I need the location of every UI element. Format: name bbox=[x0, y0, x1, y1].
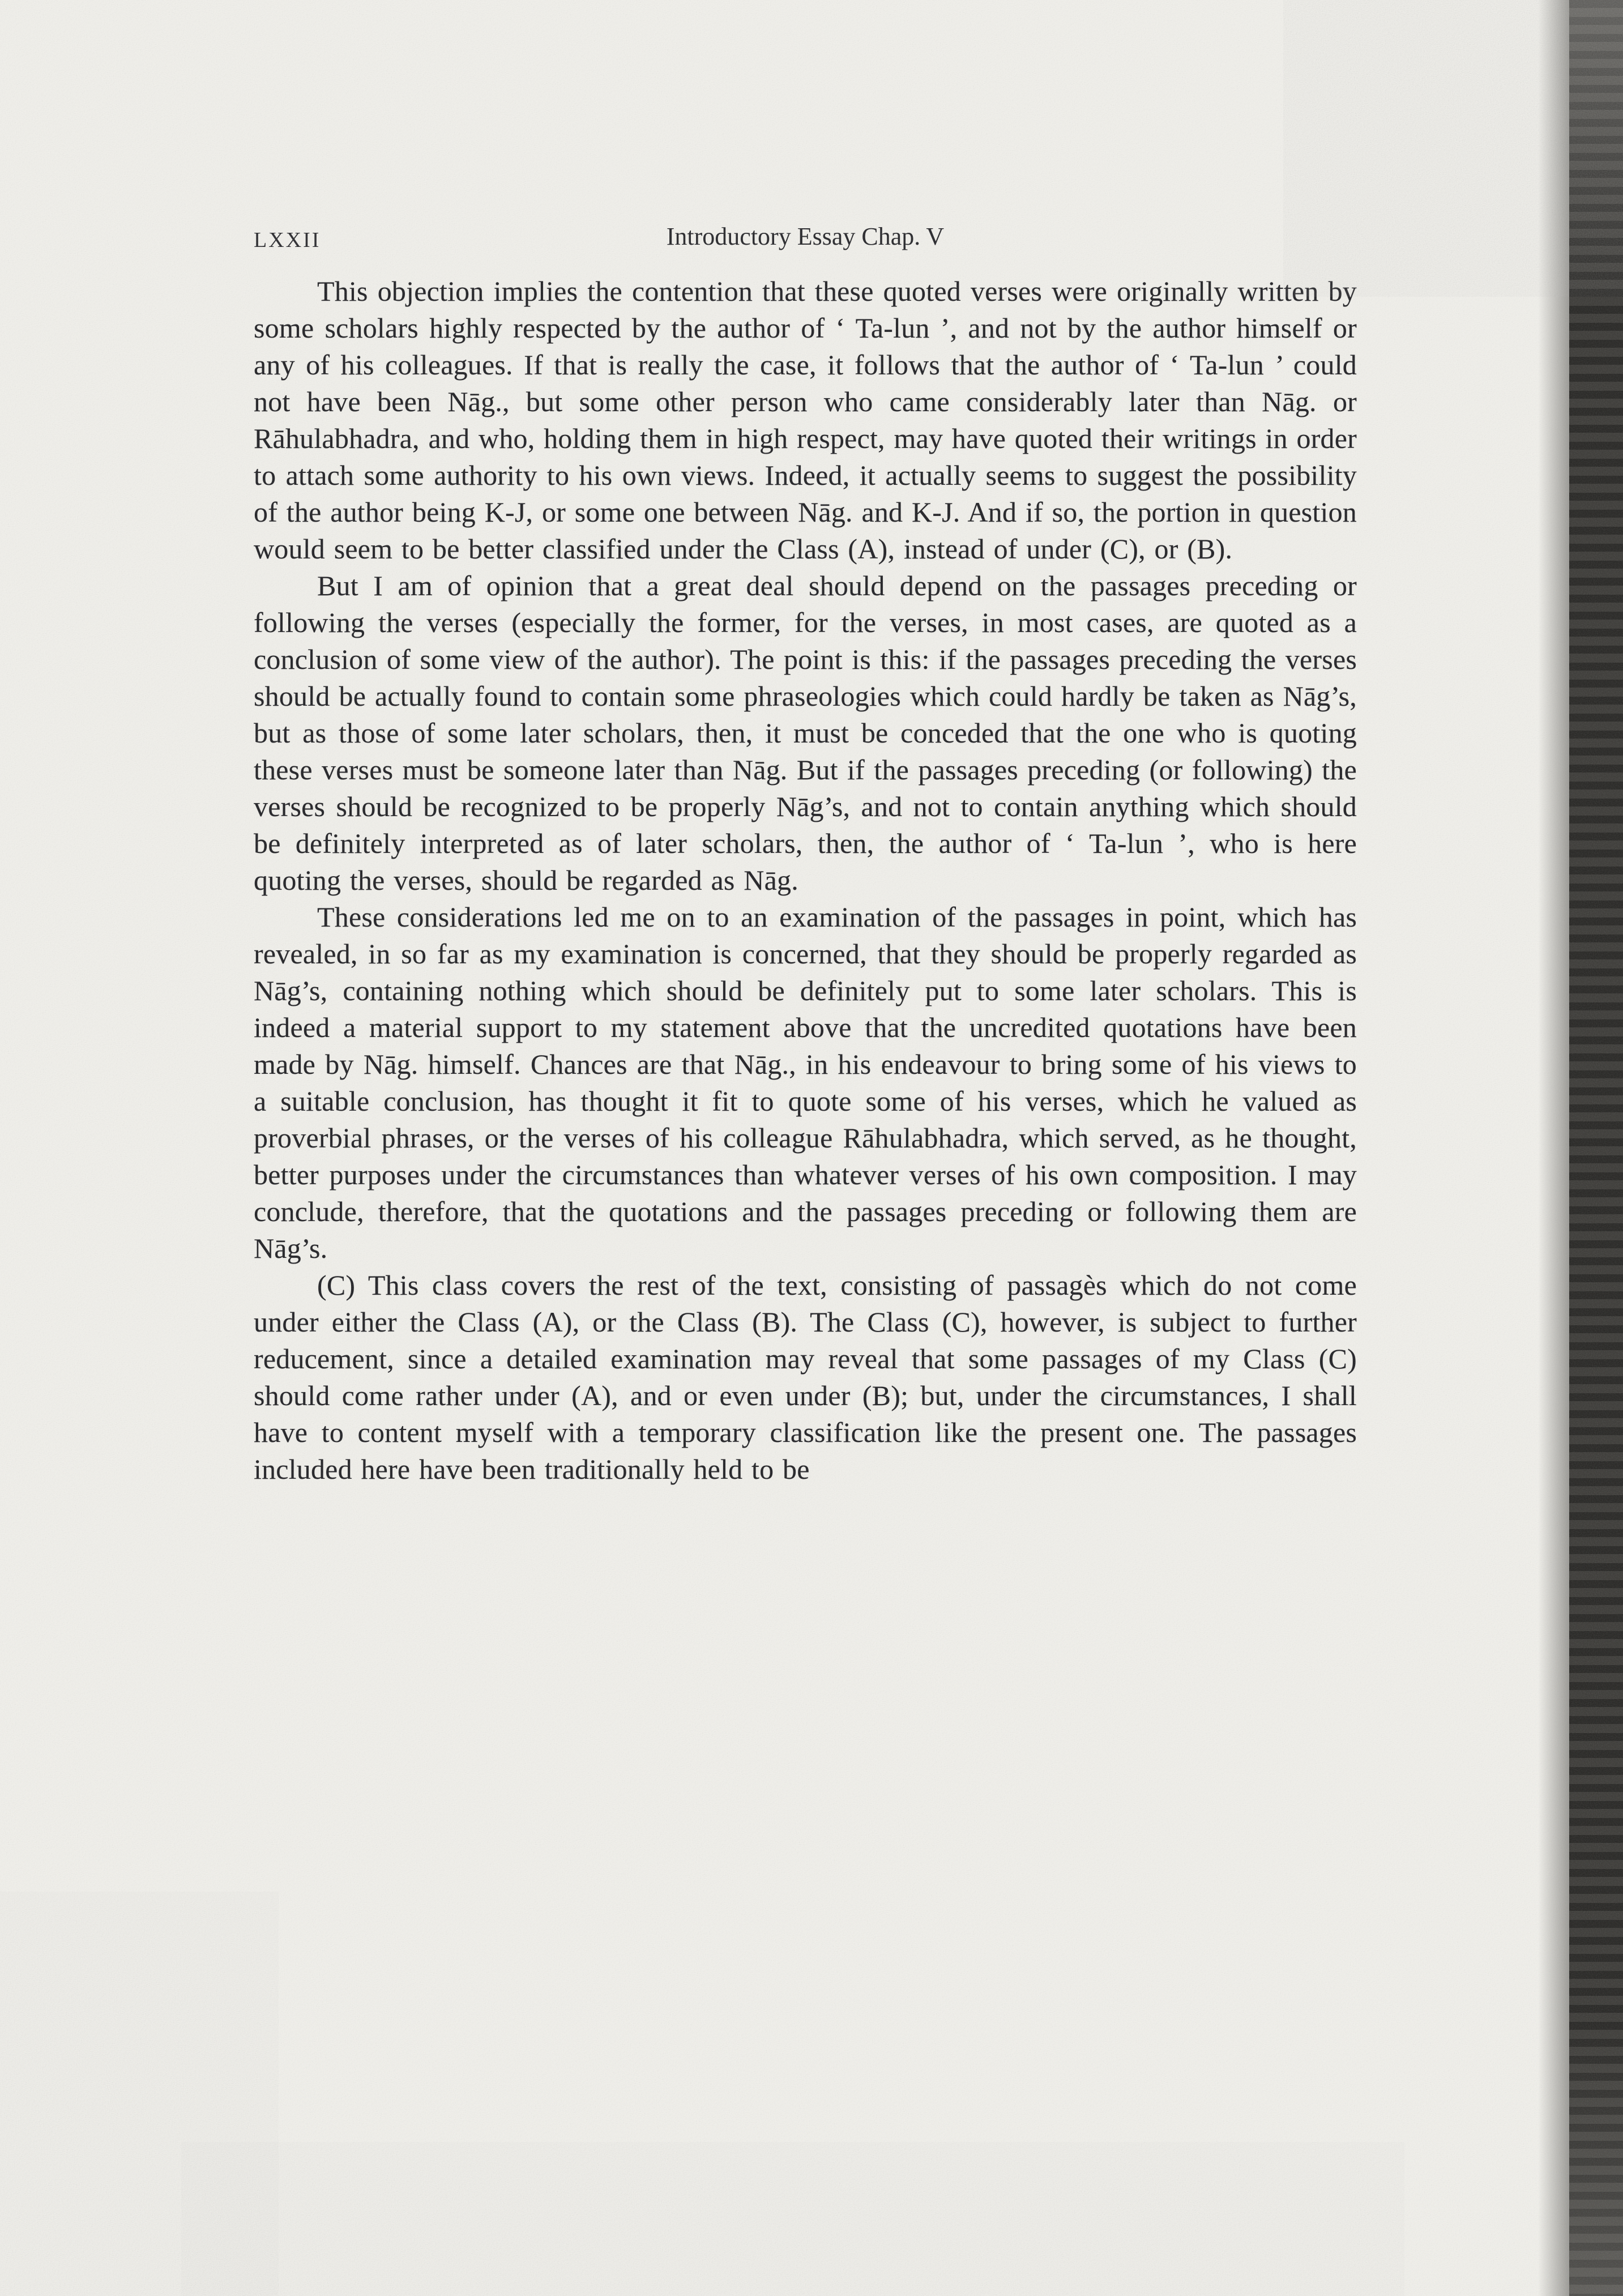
running-head bbox=[254, 222, 1357, 256]
scan-edge-shadow bbox=[1569, 0, 1623, 2296]
paragraph: But I am of opinion that a great deal should depend on the passages preceding or following the verses (especially the former, for the verses, in most cases, are quoted as a conclusion of some view of the author). The point is this: if the passages preceding the verses should be actually found to contain some phraseologies which could hardly be taken as Nāg’s, but as those of some later scholars, then, it must be conceded that the one who is quoting these verses must be someone later than Nāg. But if the passages preceding (or following) the verses should be recognized to be properly Nāg’s, and not to contain anything which should be definitely interpreted as of later scholars, then, the author of ‘ Ta-lun ’, who is here quoting the verses, should be regarded as Nāg. bbox=[254, 570, 1357, 896]
page-number: LXXII bbox=[254, 228, 321, 252]
paragraph: This objection implies the contention that these quoted verses were originally written by some scholars highly respected by the author of ‘ Ta-lun ’, and not by the author himself or any of his colleagues. If that is really the case, it follows that the author of ‘ Ta-lun ’ could not have been Nāg., but some other person who came considerably later than Nāg. or Rāhulabhadra, and who, holding them in high respect, may have quoted their writings in order to attach some authority to his own views. Indeed, it actually seems to suggest the possibility of the author being K-J, or some one between Nāg. and K-J. And if so, the portion in question would seem to be better classified under the Class (A), instead of under (C), or (B). bbox=[254, 275, 1357, 565]
paragraph: (C) This class covers the rest of the text, consisting of passagès which do not come under either the Class (A), or the Class (B). The Class (C), however, is subject to further reducement, since a detailed examination may reveal that some passages of my Class (C) should come rather under (A), and or even under (B); but, under the circumstances, I shall have to content myself with a temporary classification like the present one. The passages included here have been traditionally held to be bbox=[254, 1269, 1357, 1485]
running-header-title: Introductory Essay Chap. V bbox=[666, 223, 945, 250]
text-block bbox=[254, 273, 1357, 1488]
paragraph: These considerations led me on to an examination of the passages in point, which has revealed, in so far as my examination is concerned, that they should be properly regarded as Nāg’s, containing nothing which should be definitely put to some later scholars. This is indeed a material support to my statement above that the uncredited quotations have been made by Nāg. himself. Chances are that Nāg., in his endeavour to bring some of his views to a suitable conclusion, has thought it fit to quote some of his verses, which he valued as proverbial phrases, or the verses of his colleague Rāhulabhadra, which served, as he thought, better purposes under the circumstances than whatever verses of his own composition. I may conclude, therefore, that the quotations and the passages preceding or following them are Nāg’s. bbox=[254, 901, 1357, 1264]
